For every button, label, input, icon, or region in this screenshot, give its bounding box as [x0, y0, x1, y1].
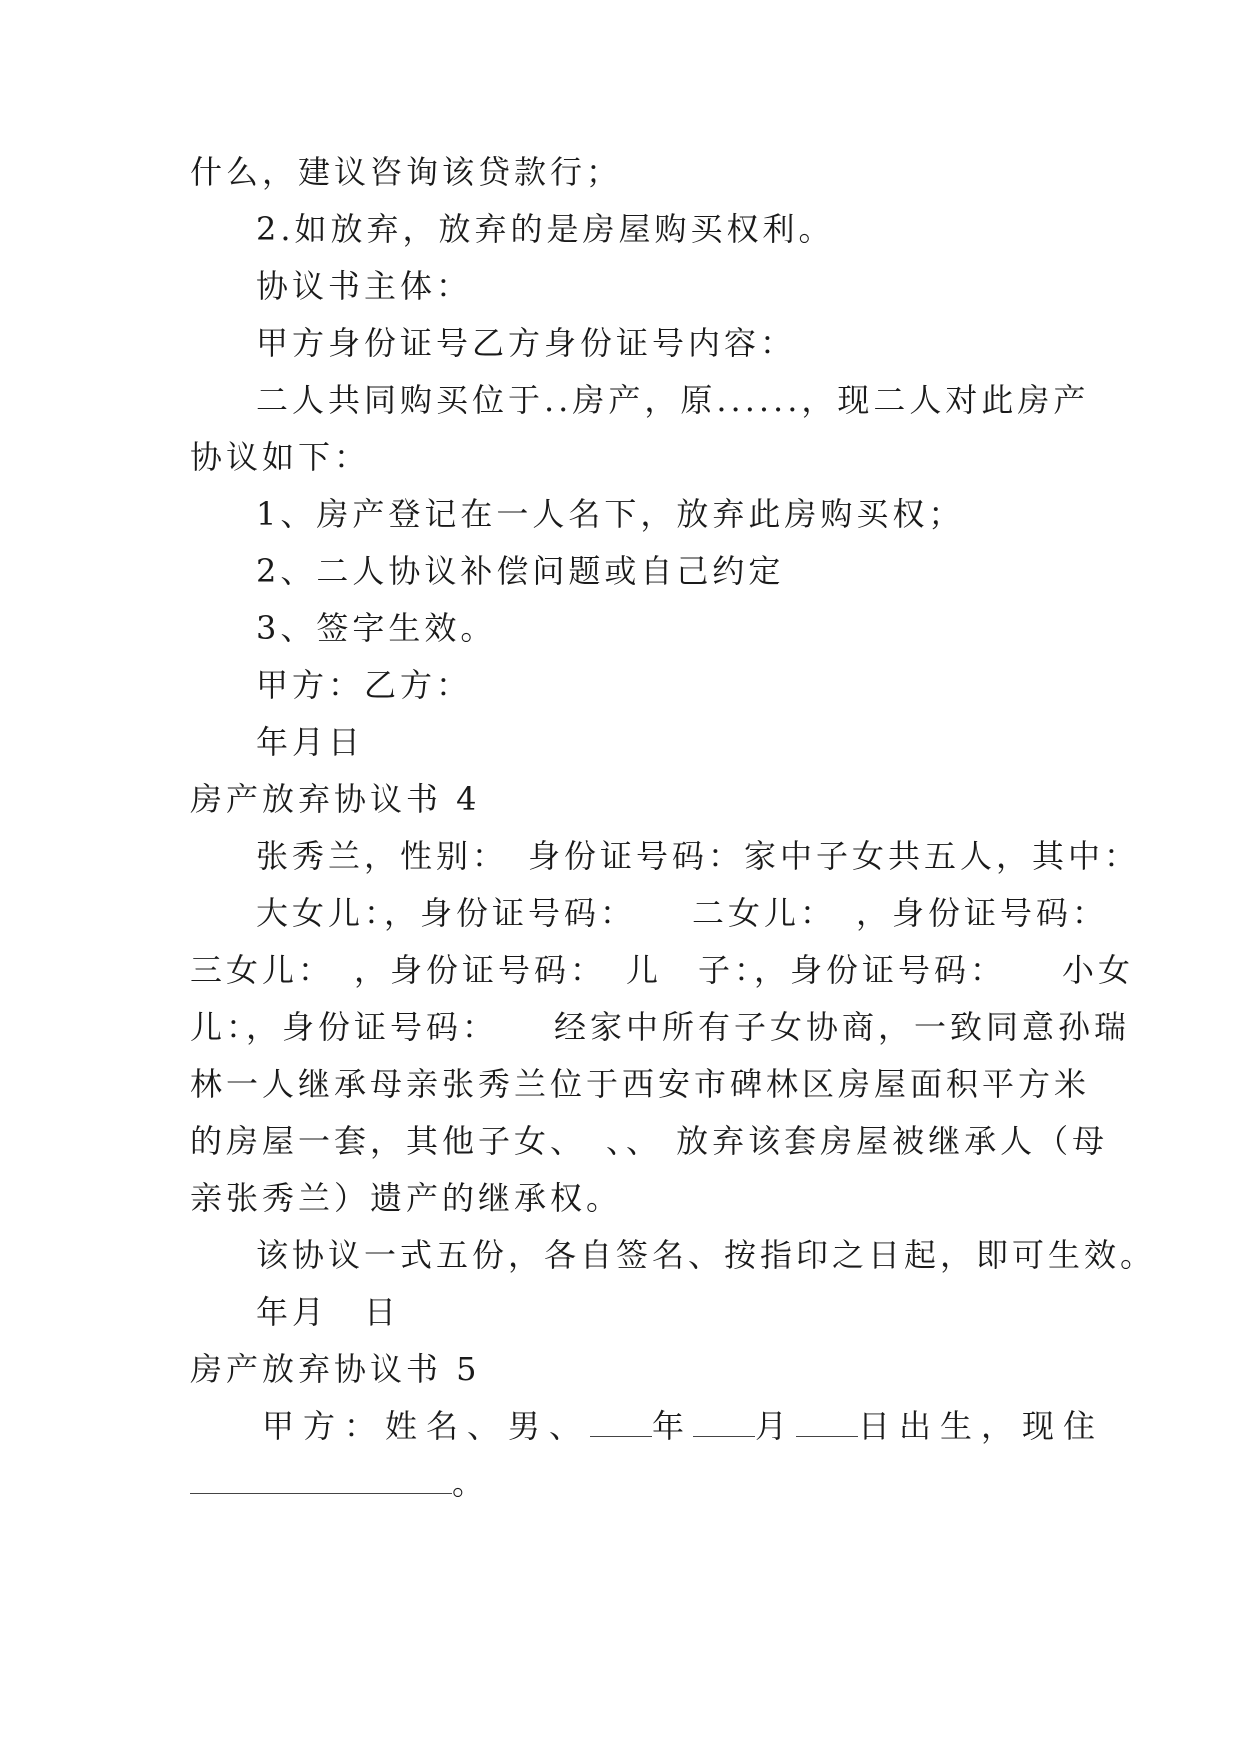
party-a-label: 甲方：姓名、男、 [262, 1407, 591, 1445]
text-line: 林一人继承母亲张秀兰位于西安市碑林区房屋面积平方米 [190, 1065, 1091, 1103]
text-line: 甲方身份证号乙方身份证号内容： [256, 324, 797, 362]
text-line: 1、房产登记在一人名下，放弃此房购买权； [256, 495, 965, 533]
day-blank [796, 1410, 858, 1437]
text-line: 该协议一式五份，各自签名、按指印之日起，即可生效。 [256, 1236, 1157, 1274]
address-blank [190, 1467, 452, 1494]
text-line: 的房屋一套，其他子女、 、、 放弃该套房屋被继承人（母 [190, 1122, 1109, 1160]
section-heading: 房产放弃协议书 5 [190, 1350, 481, 1388]
text-line: 儿：，身份证号码： 经家中所有子女协商，一致同意孙瑞 [190, 1008, 1131, 1046]
text-line: 什么，建议咨询该贷款行； [190, 153, 623, 191]
text-line: 甲方：乙方： [256, 666, 473, 704]
text-line: 年月 日 [256, 1293, 401, 1331]
year-label: 年 [652, 1407, 694, 1445]
month-blank [693, 1410, 755, 1437]
text-line: 2、二人协议补偿问题或自己约定 [256, 552, 785, 590]
text-line: 三女儿： ，身份证号码： 儿 子：，身份证号码： 小女 [190, 951, 1135, 989]
text-line: 二人共同购买位于..房产，原......，现二人对此房产 [256, 381, 1090, 419]
text-line: 张秀兰，性别： 身份证号码：家中子女共五人，其中： [256, 837, 1141, 875]
text-line: 大女儿：，身份证号码： 二女儿： ，身份证号码： [256, 894, 1109, 932]
address-line [190, 1463, 488, 1503]
month-label: 月 [755, 1407, 797, 1445]
text-line: 年月日 [256, 723, 365, 761]
address-end-mark: 。 [452, 1464, 489, 1502]
party-a-line [262, 1406, 1104, 1446]
text-line: 2.如放弃，放弃的是房屋购买权利。 [256, 210, 835, 248]
section-heading: 房产放弃协议书 4 [190, 780, 481, 818]
text-line: 亲张秀兰）遗产的继承权。 [190, 1179, 623, 1217]
text-line: 3、签字生效。 [256, 609, 497, 647]
text-line: 协议书主体： [256, 267, 473, 305]
birth-residence-label: 日出生，现住 [858, 1407, 1105, 1445]
text-line: 协议如下： [190, 438, 371, 476]
year-blank [590, 1410, 652, 1437]
